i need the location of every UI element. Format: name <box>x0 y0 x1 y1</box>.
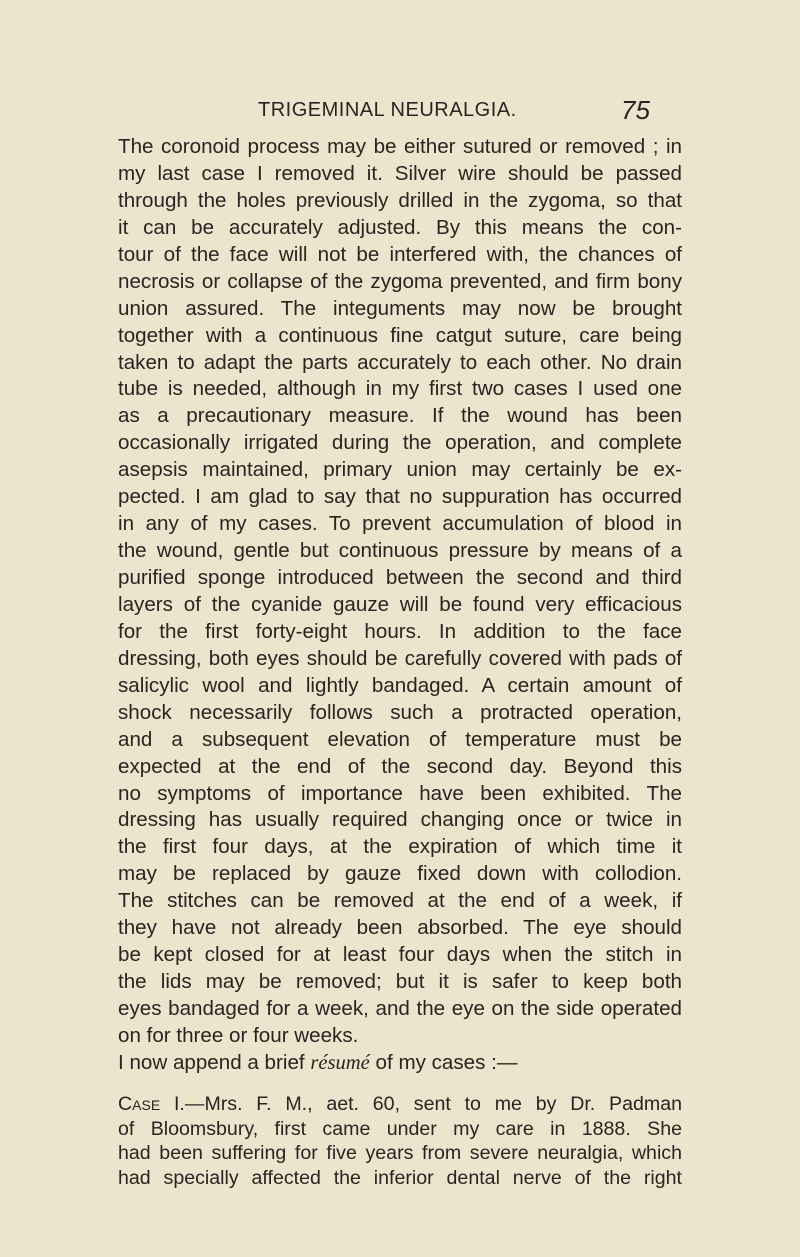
text-line: and a subsequent elevation of temperature must be <box>118 727 682 751</box>
text-line: no symptoms of importance have been exhibited. The <box>118 781 682 805</box>
text-line: together with a continuous fine catgut suture, care being <box>118 323 682 347</box>
text-line: union assured. The integuments may now be brought <box>118 296 682 320</box>
text-line: may be replaced by gauze fixed down with collodion. <box>118 862 682 886</box>
text-line: they have not already been absorbed. The eye should <box>118 916 682 940</box>
text-line: shock necessarily follows such a protracted operation, <box>118 700 682 724</box>
text-line: layers of the cyanide gauze will be found very efficacious <box>118 592 682 616</box>
text-line: dressing, both eyes should be carefully covered with pads of <box>118 646 682 670</box>
text-line: for the first forty-eight hours. In addition to the face <box>118 619 682 643</box>
page-number: 75 <box>621 95 650 125</box>
text-line: taken to adapt the parts accurately to each other. No drain <box>118 350 682 374</box>
text-line: tour of the face will not be interfered with, the chances of <box>118 242 682 266</box>
text-line: purified sponge introduced between the second and third <box>118 566 682 589</box>
text-line: as a precautionary measure. If the wound has been <box>118 404 682 428</box>
running-head <box>0 96 800 136</box>
text-line: eyes bandaged for a week, and the eye on the side operated <box>118 997 682 1020</box>
text-line: The stitches can be removed at the end of a week, if <box>118 889 682 913</box>
case-line-text: —Mrs. F. M., aet. 60, sent to me by Dr. Padman <box>184 1093 683 1115</box>
text-line: through the holes previously drilled in the zygoma, so that <box>118 188 682 212</box>
text-line: occasionally irrigated during the operation, and complete <box>118 431 682 455</box>
text-line: dressing has usually required changing once or twice in <box>118 808 682 832</box>
text-line: the wound, gentle but continuous pressure by means of a <box>118 539 682 563</box>
text-line: salicylic wool and lightly bandaged. A certain amount of <box>118 673 682 697</box>
text-line: the lids may be removed; but it is safer to keep both <box>118 970 682 994</box>
text-line: be kept closed for at least four days when the stitch in <box>118 943 682 967</box>
text-line: The coronoid process may be either sutured or removed ; in <box>118 135 682 158</box>
case-label: Case I. <box>118 1093 185 1115</box>
text-line: in any of my cases. To prevent accumulation of blood in <box>118 512 682 536</box>
case-line: of Bloomsbury, first came under my care in 1888. She <box>118 1117 682 1140</box>
resume-word: résumé <box>310 1051 370 1074</box>
text-line: the first four days, at the expiration of which time it <box>118 835 682 859</box>
text-line: tube is needed, although in my first two cases I used one <box>118 377 682 401</box>
case-one <box>118 1092 682 1190</box>
text-line: asepsis maintained, primary union may certainly be ex- <box>118 458 682 482</box>
resume-after: of my cases :— <box>369 1050 518 1074</box>
text-line: my last case I removed it. Silver wire should be passed <box>118 161 682 185</box>
text-line: it can be accurately adjusted. By this means the con- <box>118 215 682 239</box>
case-line: had been suffering for five years from severe neuralgia, which <box>118 1142 682 1164</box>
text-line: pected. I am glad to say that no suppuration has occurred <box>118 485 682 509</box>
body-text <box>118 134 682 1077</box>
text-line: expected at the end of the second day. Beyond this <box>118 754 682 778</box>
text-line: on for three or four weeks. <box>118 1023 359 1047</box>
case-line <box>118 1092 682 1117</box>
resume-line <box>118 1050 682 1077</box>
running-title: TRIGEMINAL NEURALGIA. <box>258 99 517 121</box>
text-line: necrosis or collapse of the zygoma prevented, and firm bony <box>118 269 682 293</box>
resume-before: I now append a brief <box>118 1050 311 1074</box>
case-line: had specially affected the inferior dental nerve of the right <box>118 1166 682 1189</box>
